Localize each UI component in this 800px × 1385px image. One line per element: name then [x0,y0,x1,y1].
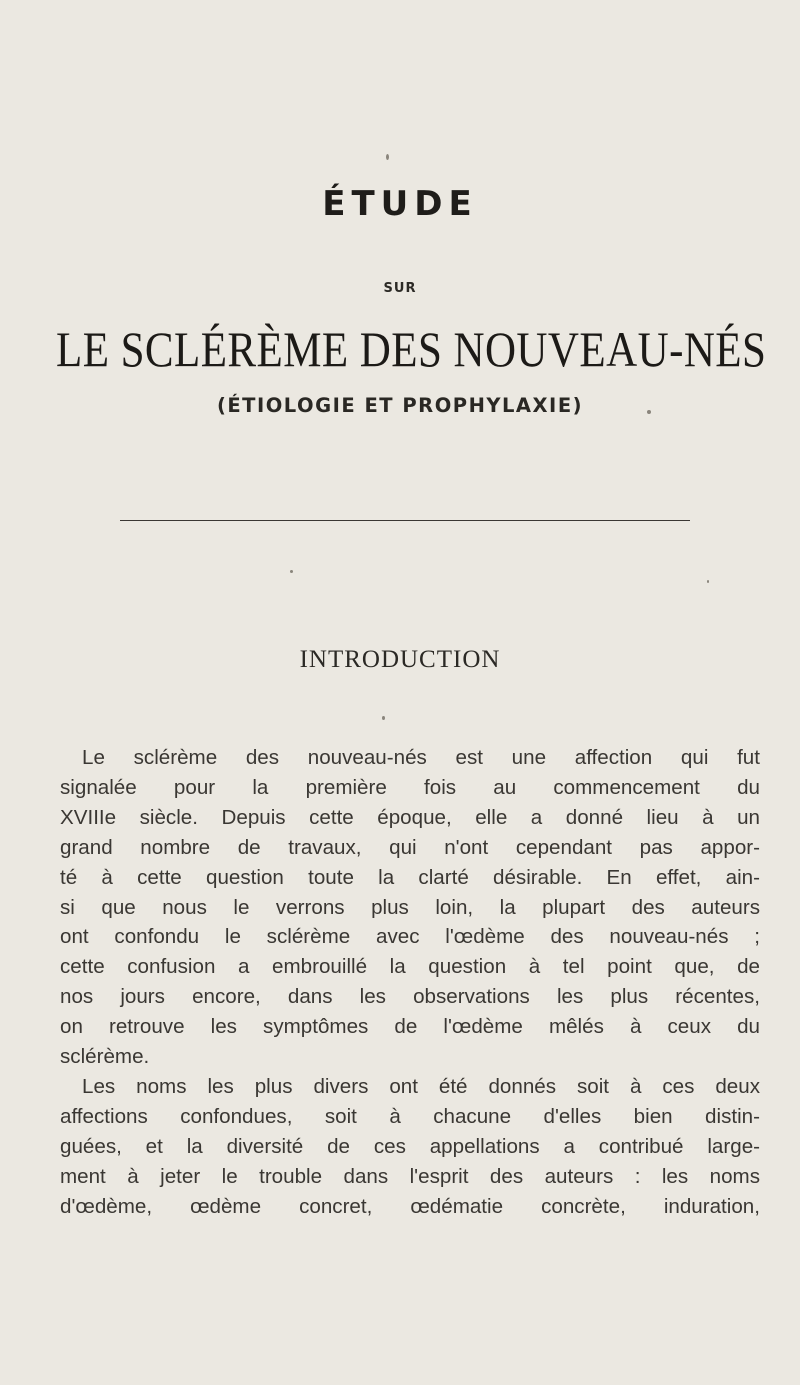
text-line: sclérème. [60,1045,150,1069]
paper-speck [290,570,293,573]
title-etude: ÉTUDE [322,184,478,224]
text-line: cette confusion a embrouillé la question à tel point que, de [60,955,760,979]
main-title: LE SCLÉRÈME DES NOUVEAU-NÉS [56,321,767,377]
text-line: guées, et la diversité de ces appellations a contribué large- [60,1134,760,1158]
text-line: grand nombre de travaux, qui n'ont cependant pas appor- [60,835,760,859]
text-line: Les noms les plus divers ont été donnés soit à ces deux [82,1074,760,1098]
paper-speck [386,154,389,160]
text-line: té à cette question toute la clarté désirable. En effet, ain- [60,865,760,889]
text-line: d'œdème, œdème concret, œdématie concrète, induration, [60,1194,760,1218]
subtitle: (ÉTIOLOGIE ET PROPHYLAXIE) [216,394,584,417]
text-line: XVIIIe siècle. Depuis cette époque, elle a donné lieu à un [60,805,760,829]
text-line: on retrouve les symptômes de l'œdème mêlés à ceux du [60,1015,760,1039]
paper-speck [382,716,385,720]
section-heading: INTRODUCTION [299,646,501,673]
text-line: ment à jeter le trouble dans l'esprit des auteurs : les noms [60,1164,760,1188]
body-text [60,743,760,1222]
text-line: signalée pour la première fois au commencement du [60,775,760,799]
text-line: affections confondues, soit à chacune d'elles bien distin- [60,1104,760,1128]
paper-speck [707,580,709,583]
title-sur: SUR [383,281,417,296]
text-line: nos jours encore, dans les observations les plus récentes, [60,985,760,1009]
text-line: Le sclérème des nouveau-nés est une affection qui fut [82,746,760,769]
horizontal-divider [120,520,690,521]
text-line: si que nous le verrons plus loin, la plupart des auteurs [60,895,760,919]
text-line: ont confondu le sclérème avec l'œdème des nouveau-nés ; [60,925,760,949]
